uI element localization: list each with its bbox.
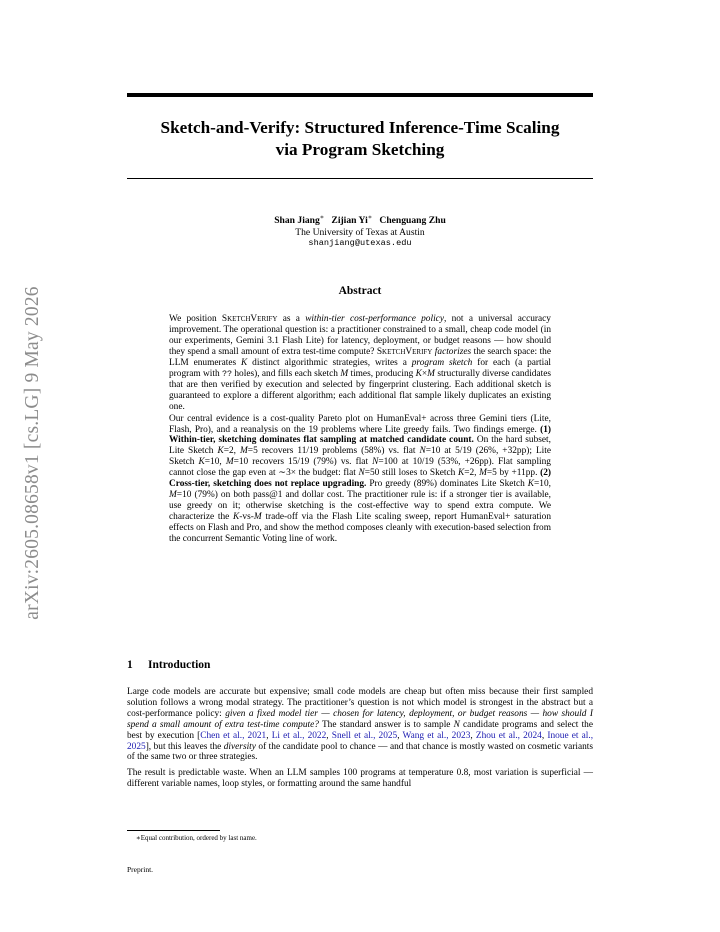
citation-link[interactable]: Li et al., 2022 <box>271 730 327 741</box>
citation-link[interactable]: Chen et al., 2021 <box>200 730 267 741</box>
section-number: 1 <box>127 659 133 671</box>
introduction-body <box>127 687 593 795</box>
affiliation: The University of Texas at Austin <box>295 226 425 238</box>
intro-paragraph-2: The result is predictable waste. When an LLM samples 100 programs at temperature 0.8, most variation is superficial — different variable names, loop styles, or formatting around the same handful <box>127 768 593 790</box>
author-names <box>127 212 593 227</box>
abstract-body <box>169 314 551 546</box>
abstract-paragraph-1: We position SketchVerify as a within-tier cost-performance policy, not a universal accuracy improvement. The operational question is: a practitioner constrained to a small, cheap code model (in our experiments, Gemini 3.1 Flash Lite) for latency, deployment, or budget reasons — how should they spend a small amount of extra test-time compute? SketchVerify factorizes the search space: the LLM enumerates K distinct algorithmic strategies, writes a program sketch for each (a partial program with ?? holes), and fills each sketch M times, producing K×M structurally diverse candidates that are then verified by execution and selected by fingerprint clustering. Each additional sketch is guaranteed to explore a different algorithm; each additional flat sample likely duplicates an existing one. <box>169 314 551 412</box>
citation-link[interactable]: Snell et al., 2025 <box>331 730 398 741</box>
section-title: Introduction <box>148 659 211 671</box>
citation-link[interactable]: Inoue et al., 2025 <box>127 730 594 752</box>
section-heading-introduction <box>127 659 210 671</box>
footnote-rule <box>127 830 220 831</box>
title-line-2: via Program Sketching <box>275 140 445 159</box>
equal-contribution-mark: ∗ <box>319 214 325 221</box>
author-3: Chenguang Zhu <box>379 215 446 227</box>
title-top-rule <box>127 93 593 97</box>
intro-paragraph-1: Large code models are accurate but expensive; small code models are cheap but often miss because their first sampled solution follows a wrong modal strategy. The practitioner’s question is not which model is strongest in the abstract but a cost-performance policy: given a fixed model tier — chosen for latency, deployment, or budget reasons — how should I spend a small amount of extra test-time compute? The standard answer is to sample N candidate programs and select the best by execution [Chen et al., 2021, Li et al., 2022, Snell et al., 2025, Wang et al., 2023, Zhou et al., 2024, Inoue et al., 2025], but this leaves the diversity of the candidate pool to chance — and that chance is mostly wasted on cosmetic variants of the same two or three strategies. <box>127 687 594 763</box>
citation-link[interactable]: Wang et al., 2023 <box>402 730 471 741</box>
citation-link[interactable]: Zhou et al., 2024 <box>475 730 542 741</box>
title-bottom-rule <box>127 178 593 179</box>
equal-contribution-mark: ∗ <box>367 214 373 221</box>
preprint-label: Preprint. <box>127 865 154 874</box>
author-block <box>127 212 593 250</box>
author-2: Zijian Yi <box>331 215 368 227</box>
footnote: ∗Equal contribution, ordered by last name. <box>136 834 257 842</box>
paper-title <box>127 117 593 161</box>
title-line-1: Sketch-and-Verify: Structured Inference-Time Scaling <box>160 118 560 137</box>
author-email[interactable]: shanjiang@utexas.edu <box>308 238 412 249</box>
abstract-paragraph-2: Our central evidence is a cost-quality Pareto plot on HumanEval+ across three Gemini tiers (Lite, Flash, Pro), and a reanalysis on the 19 problems where Lite greedy fails. Two findings emerge. (1) Within-tier, sketching dominates flat sampling at matched candidate count. On the hard subset, Lite Sketch K=2, M=5 recovers 11/19 problems (58%) vs. flat N=10 at 5/19 (26%, +32pp); Lite Sketch K=10, M=10 recovers 15/19 (79%) vs. flat N=100 at 10/19 (53%, +26pp). Flat sampling cannot close the gap even at ∼3× the budget: flat N=50 still loses to Sketch K=2, M=5 by +11pp. (2) Cross-tier, sketching does not replace upgrading. Pro greedy (89%) dominates Lite Sketch K=10, M=10 (79%) on both pass@1 and dollar cost. The practitioner rule is: if a stronger tier is available, use greedy on it; otherwise sketching is the cost-effective way to spend extra compute. We characterize the K-vs-M trade-off via the Flash Lite scaling sweep, report HumanEval+ saturation effects on Flash and Pro, and show the method composes cleanly with execution-based selection from the concurrent Semantic Voting line of work. <box>169 413 552 545</box>
abstract-heading: Abstract <box>338 285 382 297</box>
arxiv-identifier-text: arXiv:2605.08658v1 [cs.LG] 9 May 2026 <box>22 286 43 620</box>
author-1: Shan Jiang <box>274 215 320 227</box>
